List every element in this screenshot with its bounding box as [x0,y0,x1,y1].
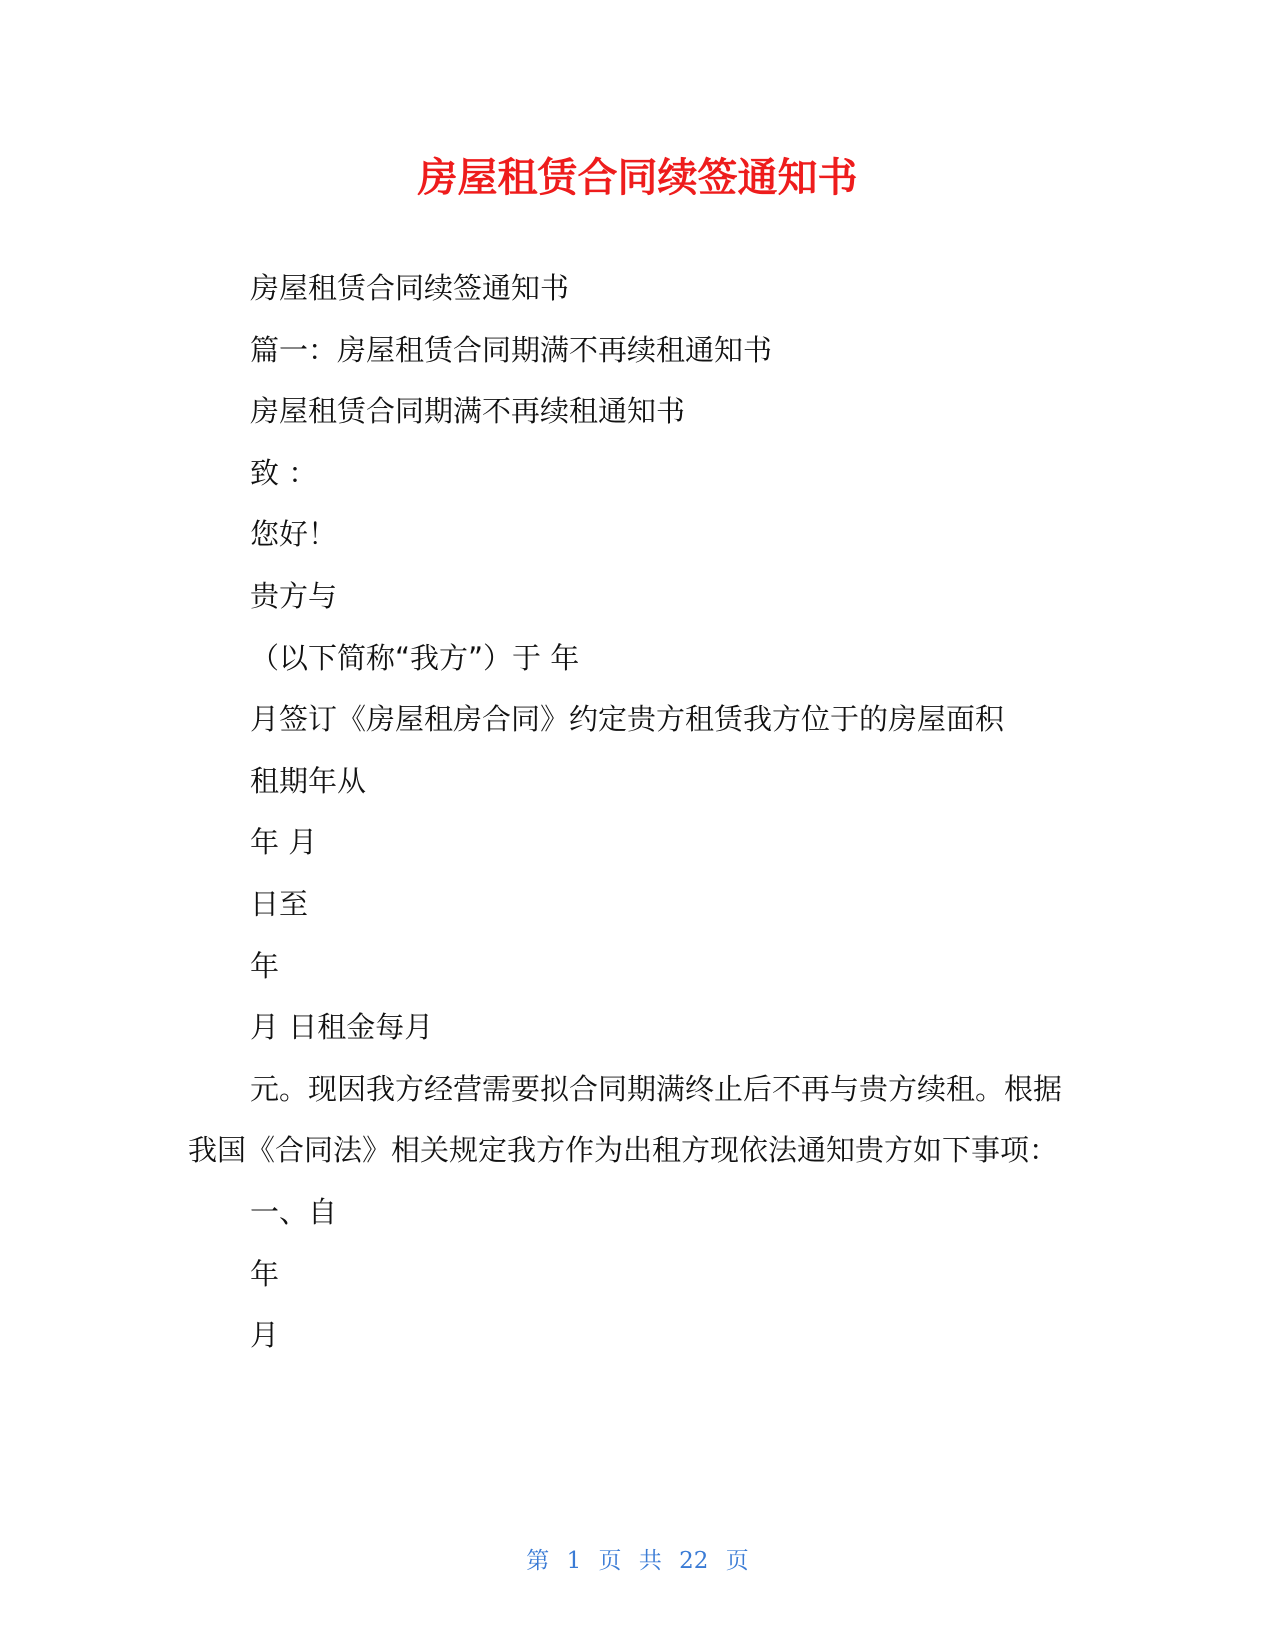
paragraph: 租期年从 [250,763,367,798]
paragraph: 房屋租赁合同续签通知书 [250,271,570,305]
paragraph: 房屋租赁合同期满不再续租通知书 [250,394,686,429]
paragraph: 篇一：房屋租赁合同期满不再续租通知书 [250,332,773,367]
paragraph: 年 [250,948,280,983]
page-number-footer: 第 1 页 共 22 页 [526,1548,749,1574]
paragraph: 日至 [250,886,309,921]
paragraph: 月签订《房屋租房合同》约定贵方租赁我方位于的房屋面积 [250,702,1005,737]
paragraph: 年 [250,1256,280,1291]
paragraph: 贵方与 [250,578,338,613]
paragraph: 致 ： [250,455,318,490]
paragraph: 年 月 [250,825,318,860]
paragraph: 一、自 [250,1194,338,1229]
document-body [188,258,1088,1367]
paragraph: 月 [250,1318,280,1353]
paragraph: 月 日租金每月 [250,1010,434,1045]
paragraph: 元。现因我方经营需要拟合同期满终止后不再与贵方续租。根据我国《合同法》相关规定我方作为出租方现依法通知贵方如下事项： [188,1071,1063,1168]
page-title: 房屋租赁合同续签通知书 [417,155,858,201]
paragraph: 您好！ [250,517,338,552]
paragraph: （以下简称“我方”）于 年 [250,640,580,675]
